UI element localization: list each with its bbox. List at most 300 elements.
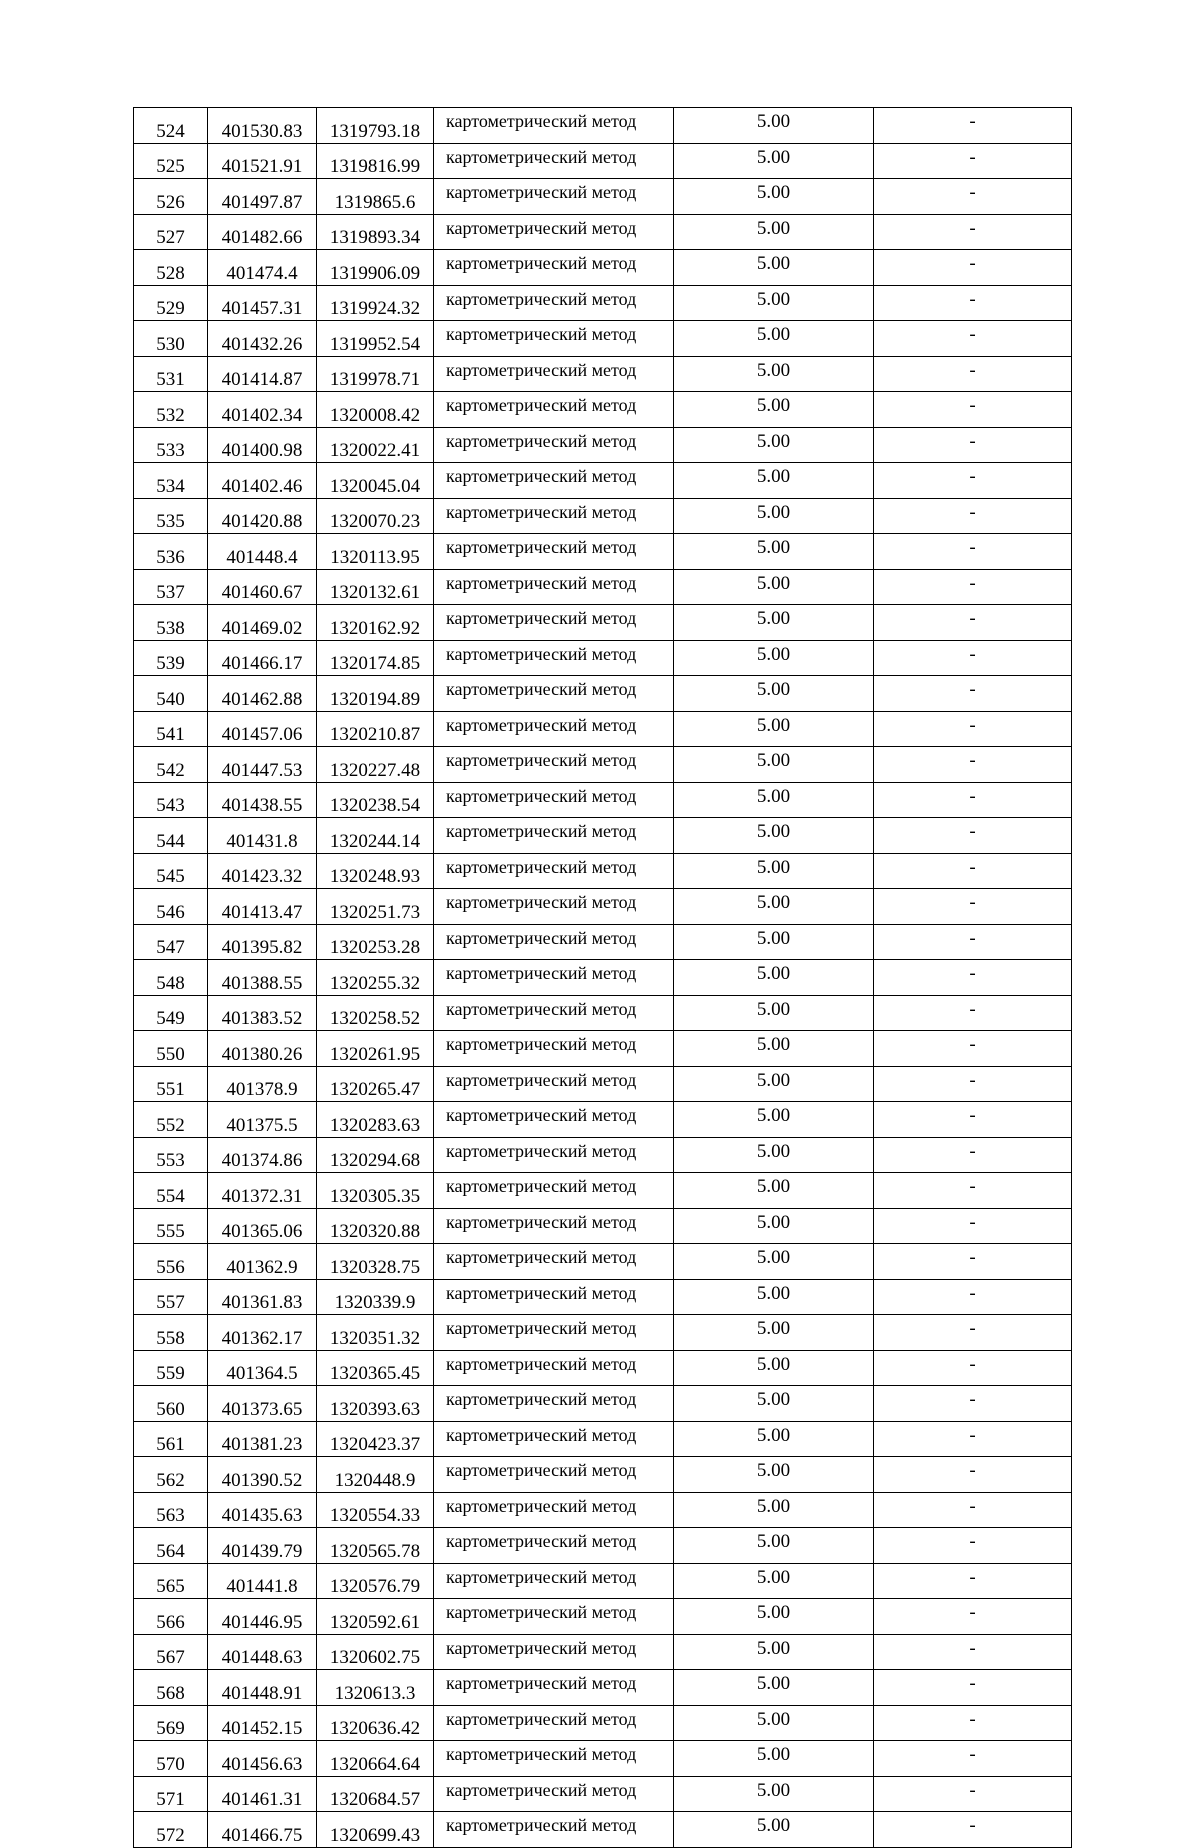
x-coordinate-cell: 401362.9 xyxy=(208,1244,317,1280)
point-number-cell: 569 xyxy=(134,1705,208,1741)
method-cell: картометрический метод xyxy=(434,1670,674,1706)
x-coordinate-cell: 401474.4 xyxy=(208,250,317,286)
x-coordinate-cell: 401521.91 xyxy=(208,143,317,179)
note-cell: - xyxy=(874,853,1072,889)
method-cell: картометрический метод xyxy=(434,356,674,392)
method-cell: картометрический метод xyxy=(434,498,674,534)
accuracy-cell: 5.00 xyxy=(674,143,874,179)
y-coordinate-cell: 1320248.93 xyxy=(317,853,434,889)
point-number-cell: 571 xyxy=(134,1776,208,1812)
x-coordinate-cell: 401365.06 xyxy=(208,1208,317,1244)
table-row xyxy=(134,1315,1072,1351)
point-number-cell: 538 xyxy=(134,605,208,641)
x-coordinate-cell: 401447.53 xyxy=(208,747,317,783)
point-number-cell: 557 xyxy=(134,1279,208,1315)
point-number-cell: 527 xyxy=(134,214,208,250)
point-number-cell: 551 xyxy=(134,1066,208,1102)
y-coordinate-cell: 1320022.41 xyxy=(317,427,434,463)
note-cell: - xyxy=(874,463,1072,499)
point-number-cell: 524 xyxy=(134,108,208,144)
y-coordinate-cell: 1319978.71 xyxy=(317,356,434,392)
point-number-cell: 546 xyxy=(134,889,208,925)
method-cell: картометрический метод xyxy=(434,1315,674,1351)
y-coordinate-cell: 1320070.23 xyxy=(317,498,434,534)
note-cell: - xyxy=(874,1670,1072,1706)
y-coordinate-cell: 1320576.79 xyxy=(317,1563,434,1599)
method-cell: картометрический метод xyxy=(434,676,674,712)
x-coordinate-cell: 401395.82 xyxy=(208,924,317,960)
method-cell: картометрический метод xyxy=(434,427,674,463)
y-coordinate-cell: 1320255.32 xyxy=(317,960,434,996)
y-coordinate-cell: 1320258.52 xyxy=(317,995,434,1031)
x-coordinate-cell: 401439.79 xyxy=(208,1528,317,1564)
point-number-cell: 529 xyxy=(134,285,208,321)
y-coordinate-cell: 1320699.43 xyxy=(317,1812,434,1848)
point-number-cell: 528 xyxy=(134,250,208,286)
method-cell: картометрический метод xyxy=(434,1812,674,1848)
x-coordinate-cell: 401435.63 xyxy=(208,1492,317,1528)
point-number-cell: 568 xyxy=(134,1670,208,1706)
table-row xyxy=(134,1102,1072,1138)
note-cell: - xyxy=(874,605,1072,641)
method-cell: картометрический метод xyxy=(434,605,674,641)
table-row xyxy=(134,1812,1072,1848)
y-coordinate-cell: 1319952.54 xyxy=(317,321,434,357)
accuracy-cell: 5.00 xyxy=(674,1066,874,1102)
note-cell: - xyxy=(874,1528,1072,1564)
accuracy-cell: 5.00 xyxy=(674,1208,874,1244)
point-number-cell: 560 xyxy=(134,1386,208,1422)
table-row xyxy=(134,285,1072,321)
x-coordinate-cell: 401452.15 xyxy=(208,1705,317,1741)
point-number-cell: 545 xyxy=(134,853,208,889)
point-number-cell: 540 xyxy=(134,676,208,712)
y-coordinate-cell: 1320194.89 xyxy=(317,676,434,712)
note-cell: - xyxy=(874,1279,1072,1315)
method-cell: картометрический метод xyxy=(434,1066,674,1102)
method-cell: картометрический метод xyxy=(434,285,674,321)
y-coordinate-cell: 1319906.09 xyxy=(317,250,434,286)
table-row xyxy=(134,179,1072,215)
point-number-cell: 526 xyxy=(134,179,208,215)
point-number-cell: 563 xyxy=(134,1492,208,1528)
x-coordinate-cell: 401441.8 xyxy=(208,1563,317,1599)
method-cell: картометрический метод xyxy=(434,1031,674,1067)
method-cell: картометрический метод xyxy=(434,640,674,676)
y-coordinate-cell: 1320261.95 xyxy=(317,1031,434,1067)
x-coordinate-cell: 401375.5 xyxy=(208,1102,317,1138)
note-cell: - xyxy=(874,250,1072,286)
y-coordinate-cell: 1320339.9 xyxy=(317,1279,434,1315)
y-coordinate-cell: 1320294.68 xyxy=(317,1137,434,1173)
accuracy-cell: 5.00 xyxy=(674,711,874,747)
table-row xyxy=(134,1492,1072,1528)
y-coordinate-cell: 1320351.32 xyxy=(317,1315,434,1351)
accuracy-cell: 5.00 xyxy=(674,427,874,463)
x-coordinate-cell: 401388.55 xyxy=(208,960,317,996)
note-cell: - xyxy=(874,143,1072,179)
table-row xyxy=(134,676,1072,712)
accuracy-cell: 5.00 xyxy=(674,1563,874,1599)
x-coordinate-cell: 401362.17 xyxy=(208,1315,317,1351)
y-coordinate-cell: 1320565.78 xyxy=(317,1528,434,1564)
method-cell: картометрический метод xyxy=(434,1421,674,1457)
accuracy-cell: 5.00 xyxy=(674,1492,874,1528)
point-number-cell: 541 xyxy=(134,711,208,747)
x-coordinate-cell: 401378.9 xyxy=(208,1066,317,1102)
x-coordinate-cell: 401402.34 xyxy=(208,392,317,428)
x-coordinate-cell: 401432.26 xyxy=(208,321,317,357)
accuracy-cell: 5.00 xyxy=(674,960,874,996)
accuracy-cell: 5.00 xyxy=(674,1457,874,1493)
method-cell: картометрический метод xyxy=(434,1102,674,1138)
method-cell: картометрический метод xyxy=(434,569,674,605)
accuracy-cell: 5.00 xyxy=(674,108,874,144)
accuracy-cell: 5.00 xyxy=(674,534,874,570)
method-cell: картометрический метод xyxy=(434,534,674,570)
point-number-cell: 565 xyxy=(134,1563,208,1599)
accuracy-cell: 5.00 xyxy=(674,1173,874,1209)
x-coordinate-cell: 401466.17 xyxy=(208,640,317,676)
y-coordinate-cell: 1320448.9 xyxy=(317,1457,434,1493)
y-coordinate-cell: 1320320.88 xyxy=(317,1208,434,1244)
note-cell: - xyxy=(874,1173,1072,1209)
point-number-cell: 570 xyxy=(134,1741,208,1777)
point-number-cell: 550 xyxy=(134,1031,208,1067)
note-cell: - xyxy=(874,1137,1072,1173)
x-coordinate-cell: 401446.95 xyxy=(208,1599,317,1635)
table-row xyxy=(134,1528,1072,1564)
table-row xyxy=(134,960,1072,996)
method-cell: картометрический метод xyxy=(434,321,674,357)
y-coordinate-cell: 1320602.75 xyxy=(317,1634,434,1670)
table-row xyxy=(134,1173,1072,1209)
table-row xyxy=(134,1208,1072,1244)
table-row xyxy=(134,853,1072,889)
y-coordinate-cell: 1319865.6 xyxy=(317,179,434,215)
table-row xyxy=(134,321,1072,357)
table-row xyxy=(134,463,1072,499)
y-coordinate-cell: 1320113.95 xyxy=(317,534,434,570)
table-row xyxy=(134,214,1072,250)
note-cell: - xyxy=(874,711,1072,747)
note-cell: - xyxy=(874,676,1072,712)
note-cell: - xyxy=(874,1066,1072,1102)
accuracy-cell: 5.00 xyxy=(674,1812,874,1848)
y-coordinate-cell: 1320423.37 xyxy=(317,1421,434,1457)
y-coordinate-cell: 1320283.63 xyxy=(317,1102,434,1138)
method-cell: картометрический метод xyxy=(434,711,674,747)
method-cell: картометрический метод xyxy=(434,960,674,996)
x-coordinate-cell: 401431.8 xyxy=(208,818,317,854)
accuracy-cell: 5.00 xyxy=(674,1137,874,1173)
accuracy-cell: 5.00 xyxy=(674,1421,874,1457)
x-coordinate-cell: 401423.32 xyxy=(208,853,317,889)
note-cell: - xyxy=(874,534,1072,570)
note-cell: - xyxy=(874,995,1072,1031)
table-row xyxy=(134,1705,1072,1741)
note-cell: - xyxy=(874,427,1072,463)
note-cell: - xyxy=(874,818,1072,854)
y-coordinate-cell: 1320244.14 xyxy=(317,818,434,854)
method-cell: картометрический метод xyxy=(434,853,674,889)
point-number-cell: 564 xyxy=(134,1528,208,1564)
point-number-cell: 556 xyxy=(134,1244,208,1280)
accuracy-cell: 5.00 xyxy=(674,1634,874,1670)
method-cell: картометрический метод xyxy=(434,1279,674,1315)
note-cell: - xyxy=(874,889,1072,925)
table-row xyxy=(134,1279,1072,1315)
method-cell: картометрический метод xyxy=(434,1173,674,1209)
x-coordinate-cell: 401381.23 xyxy=(208,1421,317,1457)
point-number-cell: 543 xyxy=(134,782,208,818)
x-coordinate-cell: 401448.63 xyxy=(208,1634,317,1670)
x-coordinate-cell: 401373.65 xyxy=(208,1386,317,1422)
method-cell: картометрический метод xyxy=(434,1492,674,1528)
note-cell: - xyxy=(874,960,1072,996)
coordinates-table-body xyxy=(134,108,1072,1848)
accuracy-cell: 5.00 xyxy=(674,250,874,286)
table-row xyxy=(134,747,1072,783)
table-row xyxy=(134,1741,1072,1777)
accuracy-cell: 5.00 xyxy=(674,1315,874,1351)
y-coordinate-cell: 1320592.61 xyxy=(317,1599,434,1635)
note-cell: - xyxy=(874,1705,1072,1741)
x-coordinate-cell: 401372.31 xyxy=(208,1173,317,1209)
method-cell: картометрический метод xyxy=(434,1599,674,1635)
point-number-cell: 553 xyxy=(134,1137,208,1173)
point-number-cell: 532 xyxy=(134,392,208,428)
accuracy-cell: 5.00 xyxy=(674,818,874,854)
table-row xyxy=(134,356,1072,392)
note-cell: - xyxy=(874,1315,1072,1351)
y-coordinate-cell: 1320613.3 xyxy=(317,1670,434,1706)
accuracy-cell: 5.00 xyxy=(674,1670,874,1706)
table-row xyxy=(134,640,1072,676)
note-cell: - xyxy=(874,1812,1072,1848)
y-coordinate-cell: 1319924.32 xyxy=(317,285,434,321)
accuracy-cell: 5.00 xyxy=(674,1599,874,1635)
y-coordinate-cell: 1320253.28 xyxy=(317,924,434,960)
table-row xyxy=(134,1563,1072,1599)
y-coordinate-cell: 1320227.48 xyxy=(317,747,434,783)
accuracy-cell: 5.00 xyxy=(674,463,874,499)
y-coordinate-cell: 1320162.92 xyxy=(317,605,434,641)
method-cell: картометрический метод xyxy=(434,1563,674,1599)
y-coordinate-cell: 1320132.61 xyxy=(317,569,434,605)
point-number-cell: 535 xyxy=(134,498,208,534)
accuracy-cell: 5.00 xyxy=(674,747,874,783)
y-coordinate-cell: 1320238.54 xyxy=(317,782,434,818)
y-coordinate-cell: 1319816.99 xyxy=(317,143,434,179)
accuracy-cell: 5.00 xyxy=(674,1279,874,1315)
x-coordinate-cell: 401482.66 xyxy=(208,214,317,250)
accuracy-cell: 5.00 xyxy=(674,889,874,925)
table-row xyxy=(134,1244,1072,1280)
point-number-cell: 562 xyxy=(134,1457,208,1493)
point-number-cell: 552 xyxy=(134,1102,208,1138)
x-coordinate-cell: 401374.86 xyxy=(208,1137,317,1173)
point-number-cell: 567 xyxy=(134,1634,208,1670)
note-cell: - xyxy=(874,1634,1072,1670)
accuracy-cell: 5.00 xyxy=(674,1244,874,1280)
y-coordinate-cell: 1320684.57 xyxy=(317,1776,434,1812)
x-coordinate-cell: 401461.31 xyxy=(208,1776,317,1812)
note-cell: - xyxy=(874,1457,1072,1493)
x-coordinate-cell: 401414.87 xyxy=(208,356,317,392)
accuracy-cell: 5.00 xyxy=(674,214,874,250)
x-coordinate-cell: 401364.5 xyxy=(208,1350,317,1386)
table-row xyxy=(134,498,1072,534)
x-coordinate-cell: 401497.87 xyxy=(208,179,317,215)
point-number-cell: 558 xyxy=(134,1315,208,1351)
point-number-cell: 530 xyxy=(134,321,208,357)
note-cell: - xyxy=(874,1031,1072,1067)
point-number-cell: 537 xyxy=(134,569,208,605)
accuracy-cell: 5.00 xyxy=(674,1741,874,1777)
method-cell: картометрический метод xyxy=(434,1208,674,1244)
method-cell: картометрический метод xyxy=(434,1137,674,1173)
note-cell: - xyxy=(874,1386,1072,1422)
x-coordinate-cell: 401361.83 xyxy=(208,1279,317,1315)
point-number-cell: 531 xyxy=(134,356,208,392)
method-cell: картометрический метод xyxy=(434,463,674,499)
accuracy-cell: 5.00 xyxy=(674,995,874,1031)
note-cell: - xyxy=(874,1244,1072,1280)
note-cell: - xyxy=(874,640,1072,676)
table-row xyxy=(134,711,1072,747)
x-coordinate-cell: 401413.47 xyxy=(208,889,317,925)
point-number-cell: 549 xyxy=(134,995,208,1031)
accuracy-cell: 5.00 xyxy=(674,1705,874,1741)
accuracy-cell: 5.00 xyxy=(674,321,874,357)
x-coordinate-cell: 401448.4 xyxy=(208,534,317,570)
note-cell: - xyxy=(874,1350,1072,1386)
table-row xyxy=(134,108,1072,144)
note-cell: - xyxy=(874,214,1072,250)
x-coordinate-cell: 401457.06 xyxy=(208,711,317,747)
accuracy-cell: 5.00 xyxy=(674,1350,874,1386)
note-cell: - xyxy=(874,747,1072,783)
point-number-cell: 559 xyxy=(134,1350,208,1386)
accuracy-cell: 5.00 xyxy=(674,640,874,676)
table-row xyxy=(134,143,1072,179)
y-coordinate-cell: 1320664.64 xyxy=(317,1741,434,1777)
y-coordinate-cell: 1319793.18 xyxy=(317,108,434,144)
table-row xyxy=(134,818,1072,854)
point-number-cell: 547 xyxy=(134,924,208,960)
table-row xyxy=(134,250,1072,286)
coordinates-table xyxy=(133,107,1072,1848)
y-coordinate-cell: 1320174.85 xyxy=(317,640,434,676)
point-number-cell: 542 xyxy=(134,747,208,783)
accuracy-cell: 5.00 xyxy=(674,1031,874,1067)
accuracy-cell: 5.00 xyxy=(674,498,874,534)
method-cell: картометрический метод xyxy=(434,1705,674,1741)
table-row xyxy=(134,889,1072,925)
note-cell: - xyxy=(874,1776,1072,1812)
note-cell: - xyxy=(874,498,1072,534)
point-number-cell: 536 xyxy=(134,534,208,570)
accuracy-cell: 5.00 xyxy=(674,924,874,960)
y-coordinate-cell: 1320636.42 xyxy=(317,1705,434,1741)
x-coordinate-cell: 401530.83 xyxy=(208,108,317,144)
note-cell: - xyxy=(874,285,1072,321)
table-row xyxy=(134,427,1072,463)
y-coordinate-cell: 1320393.63 xyxy=(317,1386,434,1422)
y-coordinate-cell: 1320305.35 xyxy=(317,1173,434,1209)
x-coordinate-cell: 401400.98 xyxy=(208,427,317,463)
table-row xyxy=(134,995,1072,1031)
method-cell: картометрический метод xyxy=(434,392,674,428)
method-cell: картометрический метод xyxy=(434,250,674,286)
method-cell: картометрический метод xyxy=(434,924,674,960)
note-cell: - xyxy=(874,1102,1072,1138)
table-row xyxy=(134,1776,1072,1812)
note-cell: - xyxy=(874,1741,1072,1777)
y-coordinate-cell: 1319893.34 xyxy=(317,214,434,250)
note-cell: - xyxy=(874,392,1072,428)
y-coordinate-cell: 1320365.45 xyxy=(317,1350,434,1386)
table-row xyxy=(134,1670,1072,1706)
accuracy-cell: 5.00 xyxy=(674,782,874,818)
y-coordinate-cell: 1320045.04 xyxy=(317,463,434,499)
point-number-cell: 544 xyxy=(134,818,208,854)
x-coordinate-cell: 401390.52 xyxy=(208,1457,317,1493)
x-coordinate-cell: 401383.52 xyxy=(208,995,317,1031)
x-coordinate-cell: 401462.88 xyxy=(208,676,317,712)
table-row xyxy=(134,605,1072,641)
table-row xyxy=(134,1386,1072,1422)
table-row xyxy=(134,534,1072,570)
x-coordinate-cell: 401438.55 xyxy=(208,782,317,818)
point-number-cell: 539 xyxy=(134,640,208,676)
note-cell: - xyxy=(874,569,1072,605)
method-cell: картометрический метод xyxy=(434,1457,674,1493)
method-cell: картометрический метод xyxy=(434,1244,674,1280)
table-row xyxy=(134,1137,1072,1173)
accuracy-cell: 5.00 xyxy=(674,569,874,605)
table-row xyxy=(134,569,1072,605)
table-row xyxy=(134,924,1072,960)
accuracy-cell: 5.00 xyxy=(674,853,874,889)
x-coordinate-cell: 401466.75 xyxy=(208,1812,317,1848)
table-row xyxy=(134,1457,1072,1493)
accuracy-cell: 5.00 xyxy=(674,1528,874,1564)
x-coordinate-cell: 401456.63 xyxy=(208,1741,317,1777)
point-number-cell: 555 xyxy=(134,1208,208,1244)
accuracy-cell: 5.00 xyxy=(674,356,874,392)
y-coordinate-cell: 1320008.42 xyxy=(317,392,434,428)
table-row xyxy=(134,1421,1072,1457)
accuracy-cell: 5.00 xyxy=(674,1776,874,1812)
method-cell: картометрический метод xyxy=(434,747,674,783)
x-coordinate-cell: 401460.67 xyxy=(208,569,317,605)
note-cell: - xyxy=(874,924,1072,960)
accuracy-cell: 5.00 xyxy=(674,285,874,321)
point-number-cell: 572 xyxy=(134,1812,208,1848)
y-coordinate-cell: 1320265.47 xyxy=(317,1066,434,1102)
method-cell: картометрический метод xyxy=(434,1776,674,1812)
table-row xyxy=(134,782,1072,818)
y-coordinate-cell: 1320328.75 xyxy=(317,1244,434,1280)
note-cell: - xyxy=(874,179,1072,215)
point-number-cell: 525 xyxy=(134,143,208,179)
table-row xyxy=(134,1066,1072,1102)
note-cell: - xyxy=(874,1563,1072,1599)
x-coordinate-cell: 401420.88 xyxy=(208,498,317,534)
table-row xyxy=(134,1634,1072,1670)
